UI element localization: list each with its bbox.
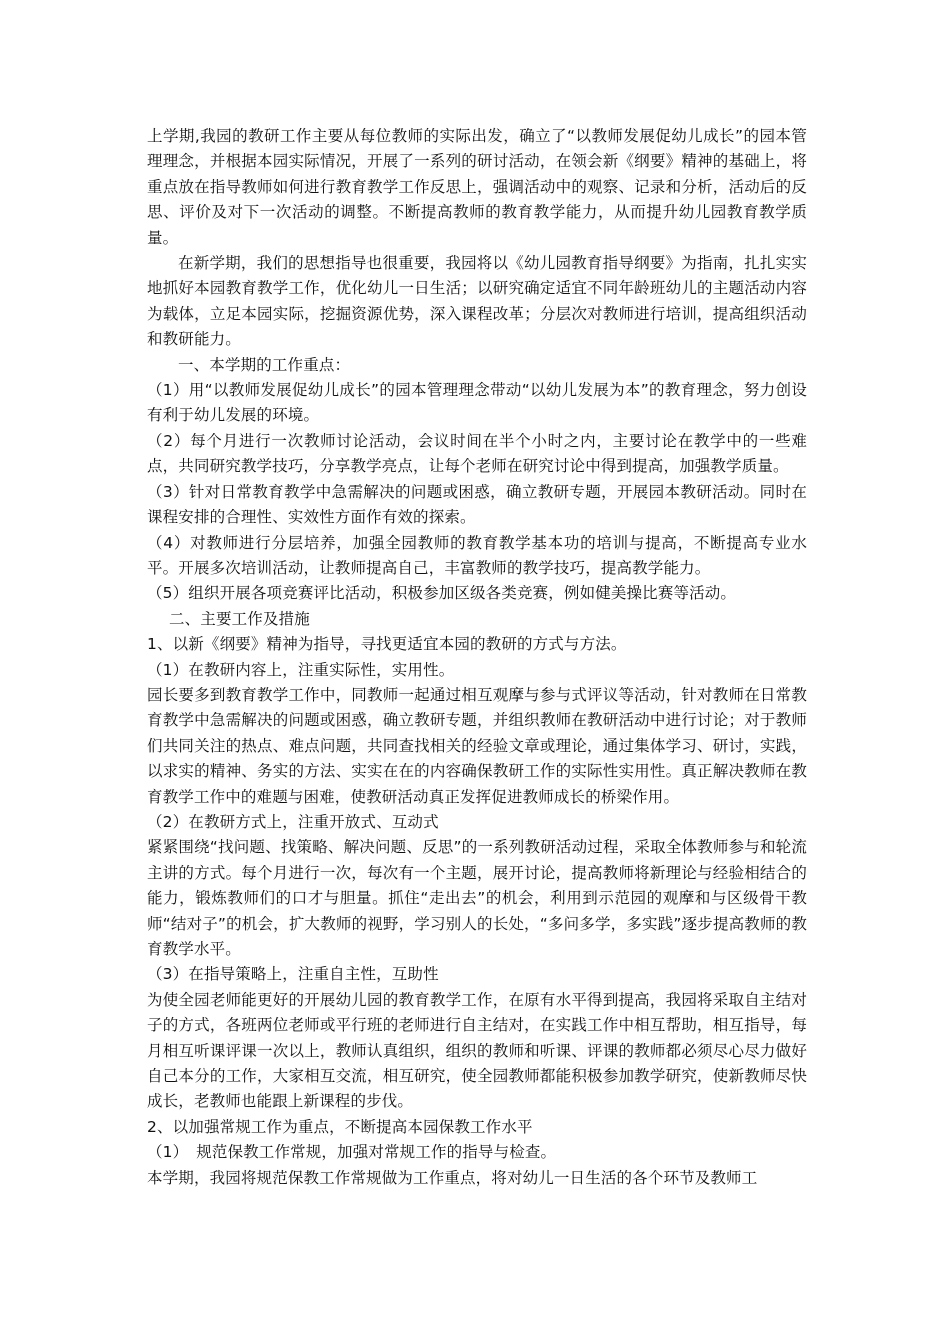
measure-1-heading: 1、以新《纲要》精神为指导，寻找更适宜本园的教研的方式与方法。: [147, 635, 627, 654]
section-heading-measures: 二、主要工作及措施: [169, 609, 310, 628]
measure-1-sub-2-heading: （2）在教研方式上，注重开放式、互动式: [147, 812, 439, 831]
measure-1-sub-2-body: 紧紧围绕“找问题、找策略、解决问题、反思”的一系列教研活动过程，采取全体教师参与和轮流主讲的方式。每个月进行一次，每次有一个主题，展开讨论，提高教师将新理论与经验相结合的能力，锻炼教师们的口才与胆量。抓住“走出去”的机会，利用到示范园的观摩和与区级骨干教师“结对子”的机会，扩大教师的视野，学习别人的长处，“多问多学，多实践”逐步提高教师的教育教学水平。: [147, 838, 807, 958]
focus-item-4: （4）对教师进行分层培养，加强全园教师的教育教学基本功的培训与提高，不断提高专业水平。开展多次培训活动，让教师提高自己，丰富教师的教学技巧，提高教学能力。: [147, 533, 807, 577]
document-body: [147, 124, 807, 1191]
focus-item-2: （2）每个月进行一次教师讨论活动，会议时间在半个小时之内，主要讨论在教学中的一些难点，共同研究教学技巧，分享教学亮点，让每个老师在研究讨论中得到提高，加强教学质量。: [147, 431, 807, 476]
measure-1-sub-3-body: 为使全园老师能更好的开展幼儿园的教育教学工作，在原有水平得到提高，我园将采取自主结对子的方式，各班两位老师或平行班的老师进行自主结对，在实践工作中相互帮助，相互指导，每月相互听课评课一次以上，教师认真组织，组织的教师和听课、评课的教师都必须尽心尽力做好自己本分的工作，大家相互交流，相互研究，使全园教师都能积极参加教学研究，使新教师尽快成长，老教师也能跟上新课程的步伐。: [147, 990, 807, 1111]
measure-2-sub-1-heading: （1） 规范保教工作常规，加强对常规工作的指导与检查。: [147, 1143, 557, 1162]
measure-2-sub-1-body: 本学期，我园将规范保教工作常规做为工作重点，将对幼儿一日生活的各个环节及教师工: [147, 1168, 758, 1187]
measure-2-heading: 2、以加强常规工作为重点，不断提高本园保教工作水平: [147, 1117, 533, 1136]
section-heading-focus: 一、本学期的工作重点：: [178, 355, 351, 374]
focus-item-3: （3）针对日常教育教学中急需解决的问题或困惑，确立教研专题，开展园本教研活动。同时在课程安排的合理性、实效性方面作有效的探索。: [147, 482, 807, 527]
measure-1-sub-1-heading: （1）在教研内容上，注重实际性，实用性。: [147, 660, 455, 679]
focus-item-5: （5）组织开展各项竞赛评比活动，积极参加区级各类竞赛，例如健美操比赛等活动。: [147, 584, 737, 603]
measure-1-sub-3-heading: （3）在指导策略上，注重自主性，互助性: [147, 965, 439, 984]
new-semester-paragraph: 在新学期，我们的思想指导也很重要，我园将以《幼儿园教育指导纲要》为指南，扎扎实实地抓好本园教育教学工作，优化幼儿一日生活；以研究确定适宜不同年龄班幼儿的主题活动内容为载体，立足本园实际，挖掘资源优势，深入课程改革；分层次对教师进行培训，提高组织活动和教研能力。: [147, 254, 807, 349]
focus-item-1: （1）用“以教师发展促幼儿成长”的园本管理理念带动“以幼儿发展为本”的教育理念，努力创设有利于幼儿发展的环境。: [147, 381, 807, 425]
intro-paragraph: 上学期,我园的教研工作主要从每位教师的实际出发，确立了“以教师发展促幼儿成长”的园本管理理念，并根据本园实际情况，开展了一系列的研讨活动，在领会新《纲要》精神的基础上，将重点放在指导教师如何进行教育教学工作反思上，强调活动中的观察、记录和分析，活动后的反思、评价及对下一次活动的调整。不断提高教师的教育教学能力，从而提升幼儿园教育教学质量。: [147, 127, 807, 247]
measure-1-sub-1-body: 园长要多到教育教学工作中，同教师一起通过相互观摩与参与式评议等活动，针对教师在日常教育教学中急需解决的问题或困惑，确立教研专题，并组织教师在教研活动中进行讨论；对于教师们共同关注的热点、难点问题，共同查找相关的经验文章或理论，通过集体学习、研讨，实践，以求实的精神、务实的方法、实实在在的内容确保教研工作的实际性实用性。真正解决教师在教育教学工作中的难题与困难，使教研活动真正发挥促进教师成长的桥梁作用。: [147, 685, 807, 806]
